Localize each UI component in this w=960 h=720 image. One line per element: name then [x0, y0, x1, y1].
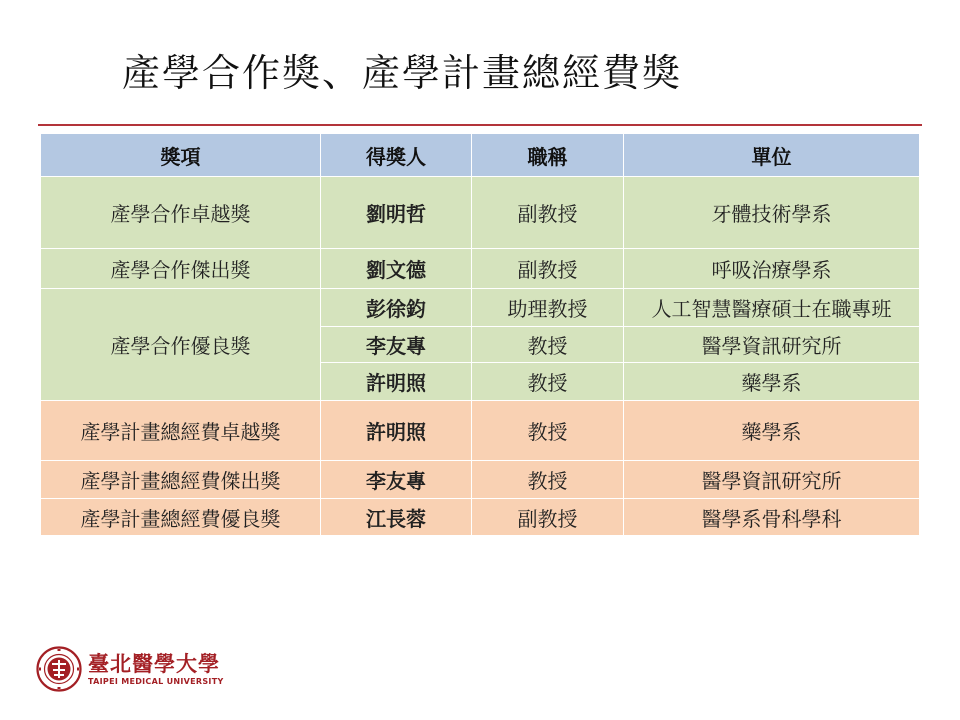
- university-name-en: TAIPEI MEDICAL UNIVERSITY: [88, 676, 224, 686]
- award-cell: 產學合作優良獎: [41, 289, 321, 401]
- title-divider: [38, 124, 922, 126]
- job-title-cell: 教授: [472, 401, 624, 461]
- table-header-row: [41, 134, 920, 177]
- unit-cell: 醫學資訊研究所: [624, 461, 920, 499]
- table-row: [41, 249, 920, 289]
- recipient-cell: 許明照: [321, 363, 472, 401]
- job-title-cell: 副教授: [472, 249, 624, 289]
- unit-cell: 牙體技術學系: [624, 177, 920, 249]
- unit-cell: 人工智慧醫療碩士在職專班: [624, 289, 920, 327]
- award-cell: 產學計畫總經費優良獎: [41, 499, 321, 536]
- unit-cell: 呼吸治療學系: [624, 249, 920, 289]
- header-award: 獎項: [41, 134, 321, 177]
- university-wordmark: [88, 652, 224, 687]
- recipient-cell: 李友專: [321, 327, 472, 363]
- award-cell: 產學合作傑出獎: [41, 249, 321, 289]
- table-row: [41, 461, 920, 499]
- unit-cell: 醫學系骨科學科: [624, 499, 920, 536]
- recipient-cell: 彭徐鈞: [321, 289, 472, 327]
- job-title-cell: 教授: [472, 363, 624, 401]
- recipient-cell: 許明照: [321, 401, 472, 461]
- header-job-title: 職稱: [472, 134, 624, 177]
- job-title-cell: 副教授: [472, 177, 624, 249]
- table-row: [41, 289, 920, 327]
- slide-title: 產學合作獎、產學計畫總經費獎: [122, 51, 683, 95]
- award-cell: 產學計畫總經費傑出獎: [41, 461, 321, 499]
- job-title-cell: 教授: [472, 327, 624, 363]
- table-row: [41, 177, 920, 249]
- award-cell: 產學計畫總經費卓越獎: [41, 401, 321, 461]
- award-cell: 產學合作卓越獎: [41, 177, 321, 249]
- university-logo: [36, 646, 224, 692]
- table-row: [41, 499, 920, 536]
- job-title-cell: 副教授: [472, 499, 624, 536]
- unit-cell: 藥學系: [624, 401, 920, 461]
- unit-cell: 藥學系: [624, 363, 920, 401]
- recipient-cell: 劉明哲: [321, 177, 472, 249]
- unit-cell: 醫學資訊研究所: [624, 327, 920, 363]
- recipient-cell: 江長蓉: [321, 499, 472, 536]
- header-recipient: 得獎人: [321, 134, 472, 177]
- awards-table: [40, 133, 920, 536]
- header-unit: 單位: [624, 134, 920, 177]
- job-title-cell: 教授: [472, 461, 624, 499]
- job-title-cell: 助理教授: [472, 289, 624, 327]
- recipient-cell: 劉文德: [321, 249, 472, 289]
- university-seal-icon: [36, 646, 82, 692]
- recipient-cell: 李友專: [321, 461, 472, 499]
- table-row: [41, 401, 920, 461]
- university-name-zh: 臺北醫學大學: [88, 650, 220, 676]
